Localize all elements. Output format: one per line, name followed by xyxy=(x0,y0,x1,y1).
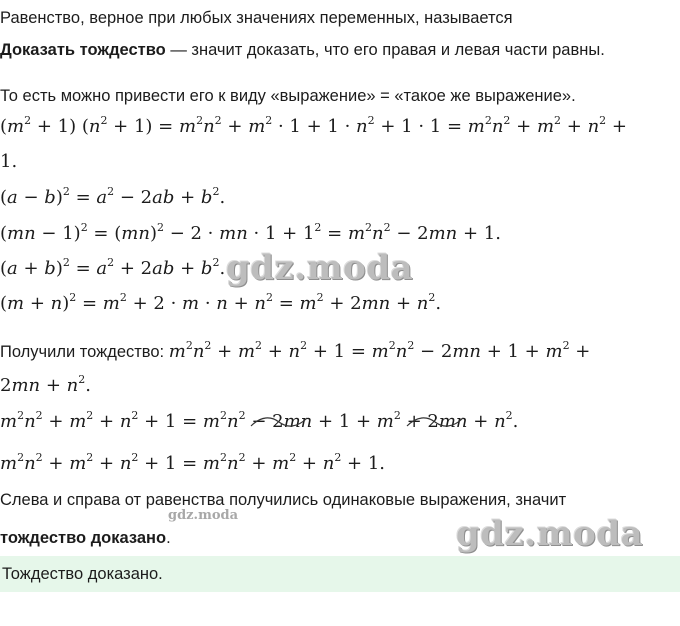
square-of-difference-formula: $(a - b)^2 = a^2 - 2ab + b^2$. xyxy=(0,185,226,208)
square-of-sum-formula: $(a + b)^2 = a^2 + 2ab + b^2$. xyxy=(0,256,226,279)
conclusion-line: Слева и справа от равенства получились одинаковые выражения, значит xyxy=(0,491,567,509)
cancelled-term-1: − 2mn xyxy=(251,411,313,432)
expansion-equation: $(m^2 + 1) (n^2 + 1) = m^2n^2 + m^2 \cdot 1 + 1 \cdot n^2 + 1 \cdot 1 = m^2n^2 + m^2 + n^2$ + xyxy=(0,114,627,137)
final-identity: $m^2n^2 + m^2 + n^2 + 1 = m^2n^2 + m^2 + n^2 + 1$. xyxy=(0,451,386,474)
watermark-corner: gdz.moda xyxy=(456,514,644,554)
mn-minus-one-square: (mn − 1)$^2$ = (mn)$^2$ − 2 · mn · $1 + 1^2 = m^2n^2 - 2mn + 1$. xyxy=(0,221,501,244)
prove-definition xyxy=(0,40,605,60)
conclusion-line-2 xyxy=(0,528,171,548)
identity-label: Получили тождество: xyxy=(0,343,169,361)
watermark-small: gdz.moda xyxy=(168,508,239,523)
cancellation-line: $m^2n^2 + m^2 + n^2 + 1 = m^2n^2 - 2mn$ + $1 + m^2 + 2mn$ + $n^2$. xyxy=(0,409,519,432)
watermark-main: gdz.moda xyxy=(226,248,414,288)
result-box xyxy=(0,556,680,592)
m-plus-n-square: $(m + n)^2 = m^2 + 2 \cdot m \cdot n + n^2 = m^2 + 2mn + n^2$. xyxy=(0,291,442,314)
identity-line: Получили тождество: $m^2n^2 + m^2 + n^2 + 1 = m^2n^2 - 2mn + 1 + m^2$ + xyxy=(0,339,591,362)
result-text: Тождество доказано. xyxy=(2,565,163,583)
prove-term: Доказать тождество xyxy=(0,41,166,59)
conclusion-end: . xyxy=(166,529,171,547)
expansion-equation-cont: 1. xyxy=(0,151,18,172)
cancelled-term-2: + 2mn xyxy=(406,411,468,432)
conclusion-bold: тождество доказано xyxy=(0,529,167,547)
form-line: То есть можно привести его к виду «выражение» = «такое же выражение». xyxy=(0,87,576,105)
identity-line-cont: $2mn + n^2$. xyxy=(0,373,91,396)
prove-definition-rest: — значит доказать, что его правая и левая части равны. xyxy=(165,41,605,59)
definition-line: Равенство, верное при любых значениях переменных, называется xyxy=(0,9,513,27)
